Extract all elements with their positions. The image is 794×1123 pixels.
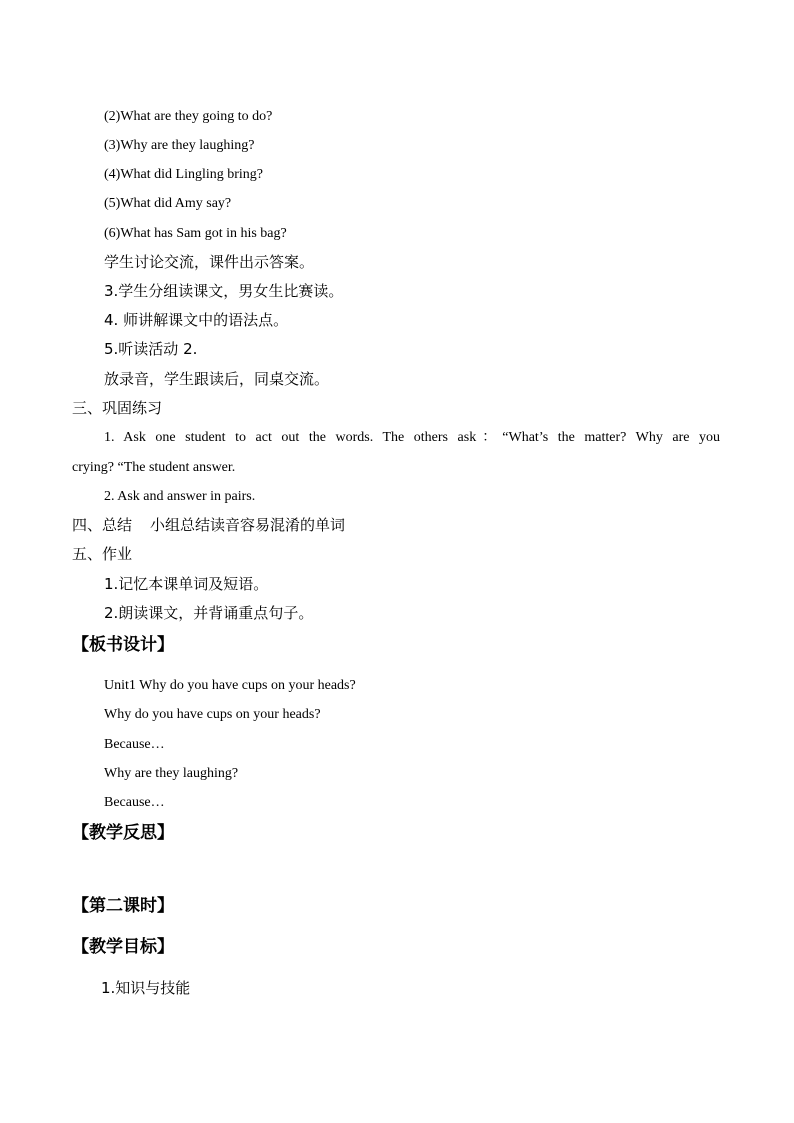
homework-item-2: 2.朗读课文，并背诵重点句子。: [104, 604, 314, 622]
step-5: 5.听读活动 2.: [104, 340, 198, 358]
step-4: 4. 师讲解课文中的语法点。: [104, 311, 289, 329]
board-line-3: Because…: [104, 737, 165, 752]
practice-item-1-line-1: 1. Ask one student to act out the words. The others ask：“What’s the matter? Why are you: [104, 430, 720, 445]
question-6: (6)What has Sam got in his bag?: [104, 226, 287, 241]
reflection-heading: 【教学反思】: [72, 823, 174, 843]
board-line-5: Because…: [104, 795, 165, 810]
question-3: (3)Why are they laughing?: [104, 138, 255, 153]
question-5: (5)What did Amy say?: [104, 196, 232, 211]
summary-heading: 四、总结: [72, 516, 133, 534]
step-3: 3.学生分组读课文，男女生比赛读。: [104, 282, 344, 300]
discuss-step: 学生讨论交流，课件出示答案。: [104, 253, 315, 271]
step-5-detail: 放录音，学生跟读后，同桌交流。: [104, 370, 330, 388]
board-line-4: Why are they laughing?: [104, 766, 239, 781]
board-design-heading: 【板书设计】: [72, 635, 174, 655]
objective-1: 1.知识与技能: [101, 979, 191, 997]
lesson-2-heading: 【第二课时】: [72, 896, 174, 916]
question-4: (4)What did Lingling bring?: [104, 167, 264, 182]
homework-item-1: 1.记忆本课单词及短语。: [104, 575, 269, 593]
practice-item-1-line-2: crying? “The student answer.: [72, 460, 236, 475]
board-line-2: Why do you have cups on your heads?: [104, 707, 321, 722]
objectives-heading: 【教学目标】: [72, 937, 174, 957]
question-2: (2)What are they going to do?: [104, 109, 273, 124]
homework-heading: 五、作业: [72, 545, 133, 563]
board-line-1: Unit1 Why do you have cups on your heads?: [104, 678, 356, 693]
summary-text: 小组总结读音容易混淆的单词: [150, 516, 346, 534]
practice-heading: 三、巩固练习: [72, 399, 163, 417]
practice-item-2: 2. Ask and answer in pairs.: [104, 489, 256, 504]
